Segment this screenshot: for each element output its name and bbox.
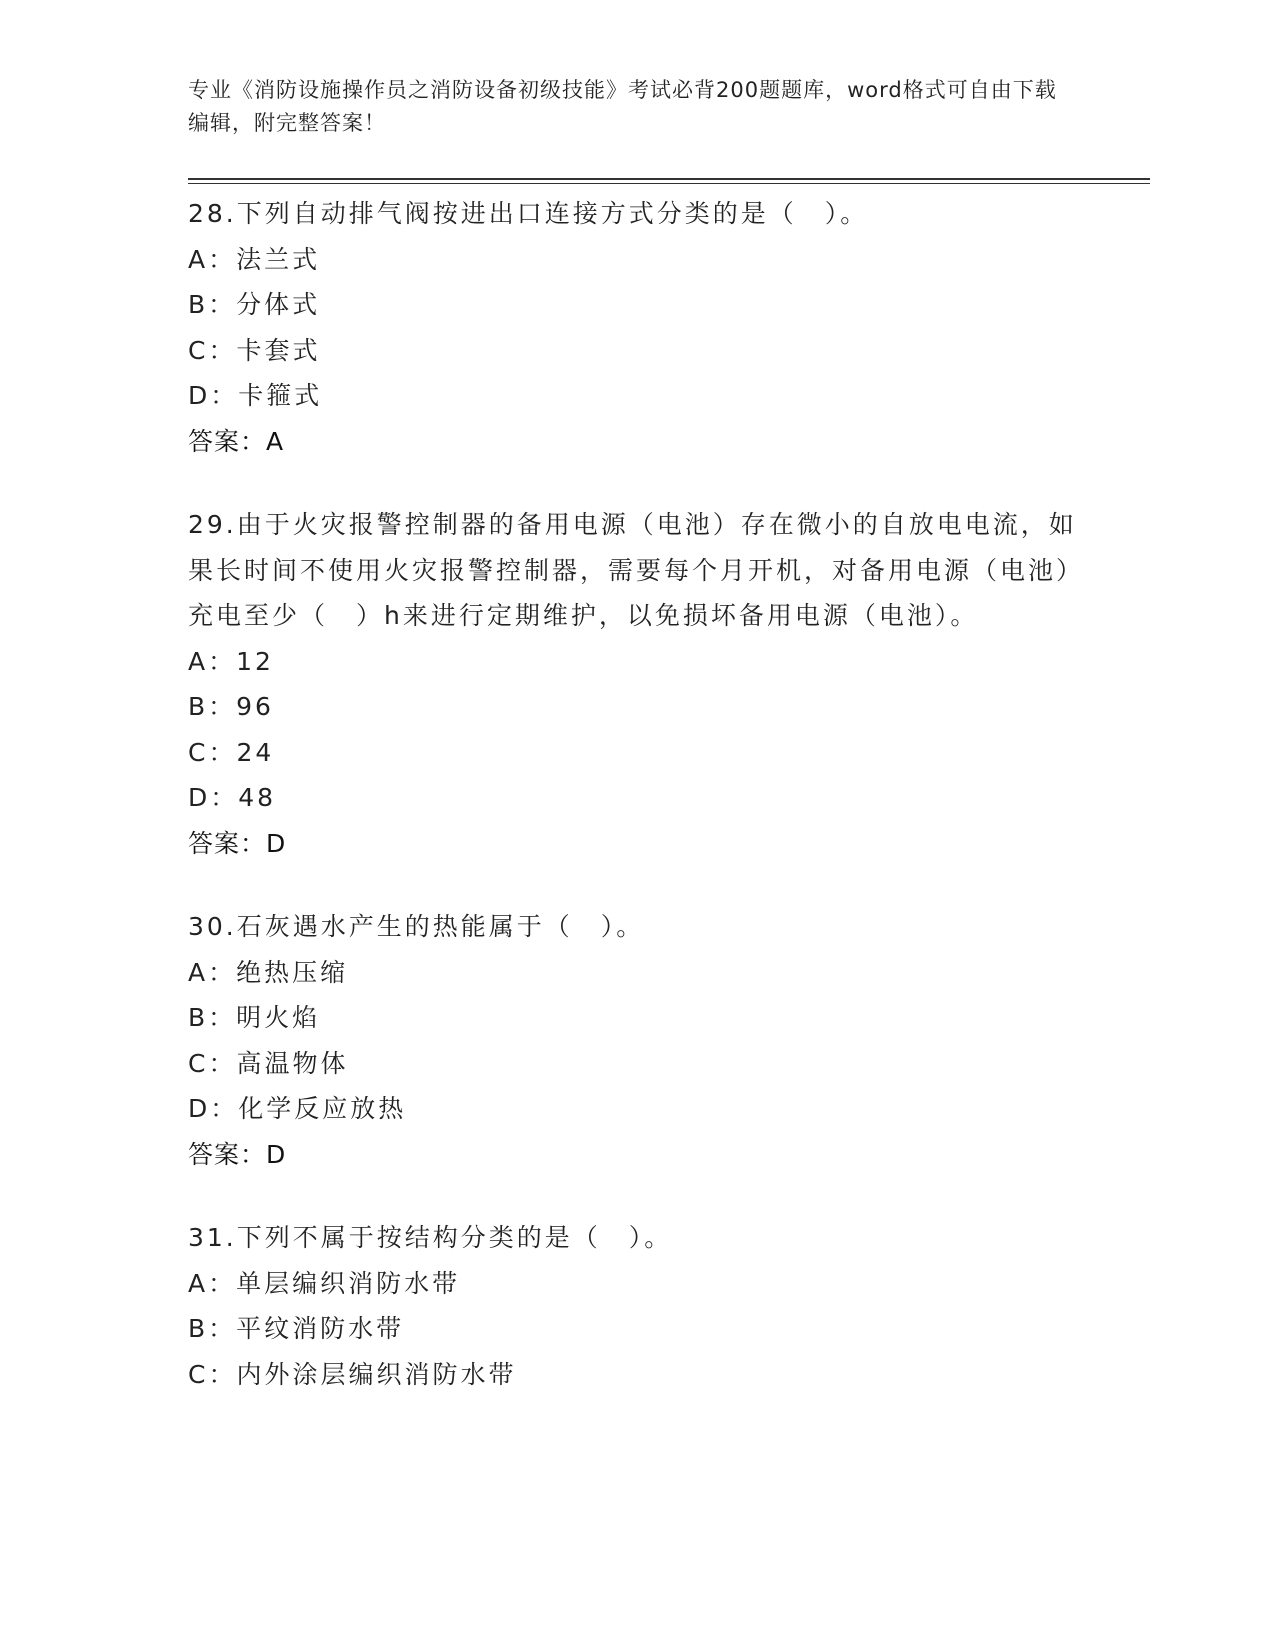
question-28 [188,191,1088,464]
header-divider-thick [188,178,1150,180]
option-d: D：化学反应放热 [188,1094,407,1123]
option-b: B：分体式 [188,290,321,319]
answer-line: 答案：D [188,828,287,858]
question-list [188,191,1088,1435]
header-divider-thin [188,183,1150,184]
question-stem: 30.石灰遇水产生的热能属于（ ）。 [188,912,645,941]
option-c: C：高温物体 [188,1048,349,1078]
option-d: D：卡箍式 [188,381,323,410]
question-31 [188,1215,1088,1397]
option-c: C：卡套式 [188,335,321,365]
question-stem: 29.由于火灾报警控制器的备用电源（电池）存在微小的自放电电流，如果长时间不使用火灾报警控制器，需要每个月开机，对备用电源（电池）充电至少（ ）h来进行定期维护，以免损坏备用电源（电池）。 [188,510,1085,630]
question-stem: 28.下列自动排气阀按进出口连接方式分类的是（ ）。 [188,199,869,228]
question-30 [188,904,1088,1177]
option-a: A：绝热压缩 [188,957,349,987]
option-a: A：单层编织消防水带 [188,1268,461,1298]
option-a: A：12 [188,646,274,676]
answer-line: 答案：A [188,426,285,456]
answer-line: 答案：D [188,1139,287,1169]
option-a: A：法兰式 [188,244,321,274]
option-c: C：内外涂层编织消防水带 [188,1359,517,1389]
option-b: B：平纹消防水带 [188,1314,405,1343]
option-b: B：96 [188,692,274,721]
question-29 [188,502,1088,866]
option-b: B：明火焰 [188,1003,321,1032]
option-d: D：48 [188,783,277,812]
option-c: C：24 [188,737,275,767]
document-header: 专业《消防设施操作员之消防设备初级技能》考试必背200题题库，word格式可自由下载编辑，附完整答案！ [188,78,1057,135]
question-stem: 31.下列不属于按结构分类的是（ ）。 [188,1223,673,1252]
